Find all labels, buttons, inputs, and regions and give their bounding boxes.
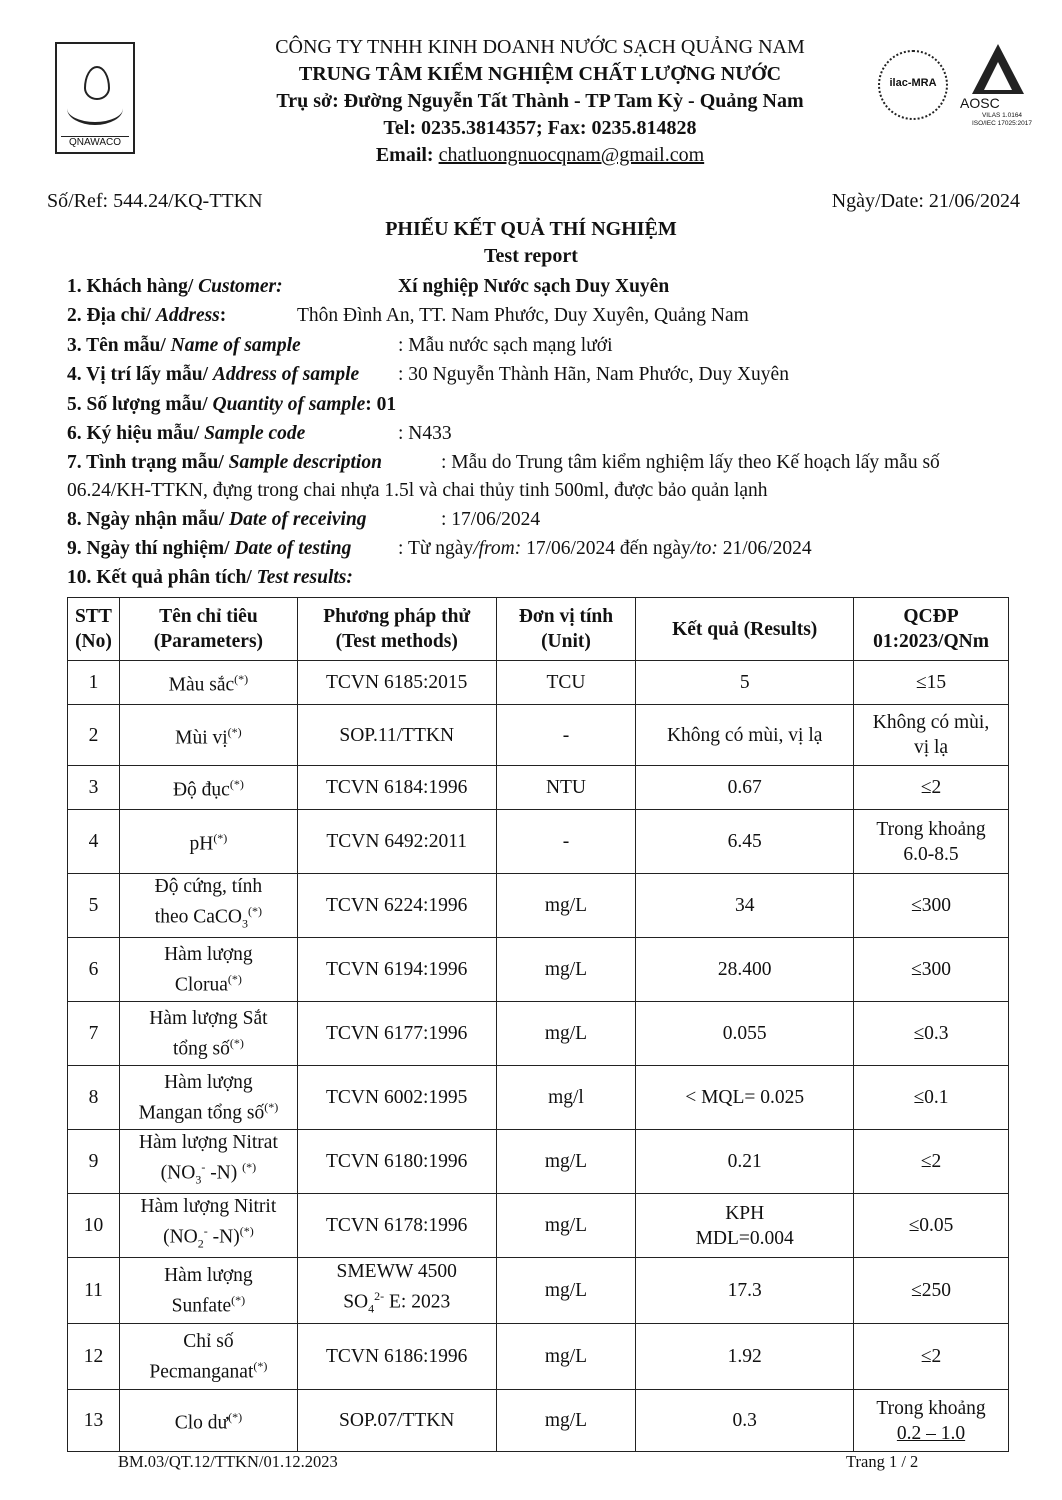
table-row: 13 Clo dư(*) SOP.07/TTKN mg/L 0.3 Trong khoảng 0.2 – 1.0 xyxy=(68,1390,1009,1452)
letterhead xyxy=(140,34,940,169)
receiving-date-value: : 17/06/2024 xyxy=(441,509,541,530)
form-code: BM.03/QT.12/TTKN/01.12.2023 xyxy=(118,1452,338,1471)
accreditation-logos xyxy=(876,40,1046,140)
email-label: Email: xyxy=(375,144,439,166)
aosc-logo-text: AOSC xyxy=(960,95,1000,111)
email-link[interactable]: chatluongnuocqnam@gmail.com xyxy=(438,144,705,166)
vilas-code: VILAS 1.0164 xyxy=(981,112,1023,119)
table-row: 1 Màu sắc(*) TCVN 6185:2015 TCU 5 ≤15 xyxy=(68,661,1009,705)
accreditation-codes xyxy=(962,112,1042,128)
center-name: TRUNG TÂM KIỂM NGHIỆM CHẤT LƯỢNG NƯỚC xyxy=(298,63,782,85)
report-title: PHIẾU KẾT QUẢ THÍ NGHIỆM xyxy=(385,218,677,240)
address-value: Thôn Đình An, TT. Nam Phước, Duy Xuyên, Quảng Nam xyxy=(297,305,749,326)
description-value-line1: : Mẫu do Trung tâm kiểm nghiệm lấy theo Kế hoạch lấy mẫu số xyxy=(441,452,940,473)
company-logo xyxy=(55,42,135,154)
info-receiving-date: 8. Ngày nhận mẫu/ Date of receiving : 17/06/2024 xyxy=(67,509,541,530)
testing-date-value: : Từ ngày/from: 17/06/2024 đến ngày/to: 21/06/2024 xyxy=(398,538,812,559)
page-number: Trang 1 / 2 xyxy=(846,1452,919,1471)
table-row: 6 Hàm lượng Clorua(*) TCVN 6194:1996 mg/L 28.400 ≤300 xyxy=(68,938,1009,1002)
customer-value: Xí nghiệp Nước sạch Duy Xuyên xyxy=(398,276,670,297)
sample-location-value: : 30 Nguyễn Thành Hãn, Nam Phước, Duy Xuyên xyxy=(398,364,789,385)
results-table xyxy=(67,597,1009,1452)
table-header-row xyxy=(68,598,1009,661)
table-row: 8 Hàm lượng Mangan tổng số(*) TCVN 6002:1995 mg/l < MQL= 0.025 ≤0.1 xyxy=(68,1066,1009,1130)
sample-name-value: : Mẫu nước sạch mạng lưới xyxy=(398,335,613,356)
info-address: 2. Địa chỉ/ Address: Thôn Đình An, TT. Nam Phước, Duy Xuyên, Quảng Nam xyxy=(67,305,749,326)
table-row: 9 Hàm lượng Nitrat ($NO_3^-$ -N) (*) TCVN 6180:1996 mg/L 0.21 ≤2 xyxy=(68,1130,1009,1194)
col-header-parameter: Tên chỉ tiêu (Parameters) xyxy=(119,598,297,661)
ilac-mra-logo: ilac-MRA xyxy=(878,50,948,120)
report-subtitle: Test report xyxy=(484,245,578,267)
info-sample-name: 3. Tên mẫu/ Name of sample : Mẫu nước sạch mạng lưới xyxy=(67,335,613,356)
table-row: 10 Hàm lượng Nitrit ($NO_2^-$ -N)(*) TCVN 6178:1996 mg/L KPH MDL=0.004 ≤0.05 xyxy=(68,1194,1009,1258)
table-row: 2 Mùi vị(*) SOP.11/TTKN - Không có mùi, vị lạ Không có mùi, vị lạ xyxy=(68,705,1009,766)
info-customer: 1. Khách hàng/ Customer: Xí nghiệp Nước sạch Duy Xuyên xyxy=(67,276,670,297)
table-row: 4 pH(*) TCVN 6492:2011 - 6.45 Trong khoảng 6.0-8.5 xyxy=(68,810,1009,874)
info-testing-date: 9. Ngày thí nghiệm/ Date of testing : Từ ngày/from: 17/06/2024 đến ngày/to: 21/06/2024 xyxy=(67,538,812,559)
logo-label: QNAWACO xyxy=(61,136,129,148)
company-name: CÔNG TY TNHH KINH DOANH NƯỚC SẠCH QUẢNG NAM xyxy=(275,36,805,58)
table-row: 5 Độ cứng, tính theo CaCO$_3$(*) TCVN 6224:1996 mg/L 34 ≤300 xyxy=(68,874,1009,938)
email-line xyxy=(140,142,940,169)
table-row: 11 Hàm lượng Sunfate(*) SMEWW 4500 $SO_4^{2-}$ E: 2023 mg/L 17.3 ≤250 xyxy=(68,1258,1009,1324)
hands-icon xyxy=(67,92,123,125)
reference-number: Số/Ref: 544.24/KQ-TTKN xyxy=(47,190,263,212)
col-header-result: Kết quả (Results) xyxy=(636,598,854,661)
info-test-results: 10. Kết quả phân tích/ Test results: xyxy=(67,567,353,588)
info-description: 7. Tình trạng mẫu/ Sample description : Mẫu do Trung tâm kiểm nghiệm lấy theo Kế hoạch lấy mẫu số xyxy=(67,452,940,473)
report-date: Ngày/Date: 21/06/2024 xyxy=(831,190,1020,212)
info-sample-code: 6. Ký hiệu mẫu/ Sample code : N433 xyxy=(67,423,452,444)
quantity-value: : 01 xyxy=(365,394,397,415)
col-header-method: Phương pháp thử (Test methods) xyxy=(297,598,496,661)
phone-fax: Tel: 0235.3814357; Fax: 0235.814828 xyxy=(383,117,697,139)
col-header-no: STT (No) xyxy=(68,598,120,661)
description-value-line2: 06.24/KH-TTKN, đựng trong chai nhựa 1.5l và chai thủy tinh 500ml, được bảo quản lạnh xyxy=(67,480,768,501)
sample-code-value: : N433 xyxy=(398,423,452,444)
info-sample-location: 4. Vị trí lấy mẫu/ Address of sample : 30 Nguyễn Thành Hãn, Nam Phước, Duy Xuyên xyxy=(67,364,789,385)
col-header-unit: Đơn vị tính (Unit) xyxy=(496,598,636,661)
head-office-address: Trụ sở: Đường Nguyễn Tất Thành - TP Tam Kỳ - Quảng Nam xyxy=(276,90,804,112)
table-row: 7 Hàm lượng Sắt tổng số(*) TCVN 6177:1996 mg/L 0.055 ≤0.3 xyxy=(68,1002,1009,1066)
col-header-limit: QCĐP 01:2023/QNm xyxy=(854,598,1009,661)
iso-code: ISO/IEC 17025:2017 xyxy=(972,120,1032,127)
table-row: 3 Độ đục(*) TCVN 6184:1996 NTU 0.67 ≤2 xyxy=(68,766,1009,810)
table-row: 12 Chỉ số Pecmanganat(*) TCVN 6186:1996 mg/L 1.92 ≤2 xyxy=(68,1324,1009,1390)
info-quantity: 5. Số lượng mẫu/ Quantity of sample: 01 xyxy=(67,394,397,415)
